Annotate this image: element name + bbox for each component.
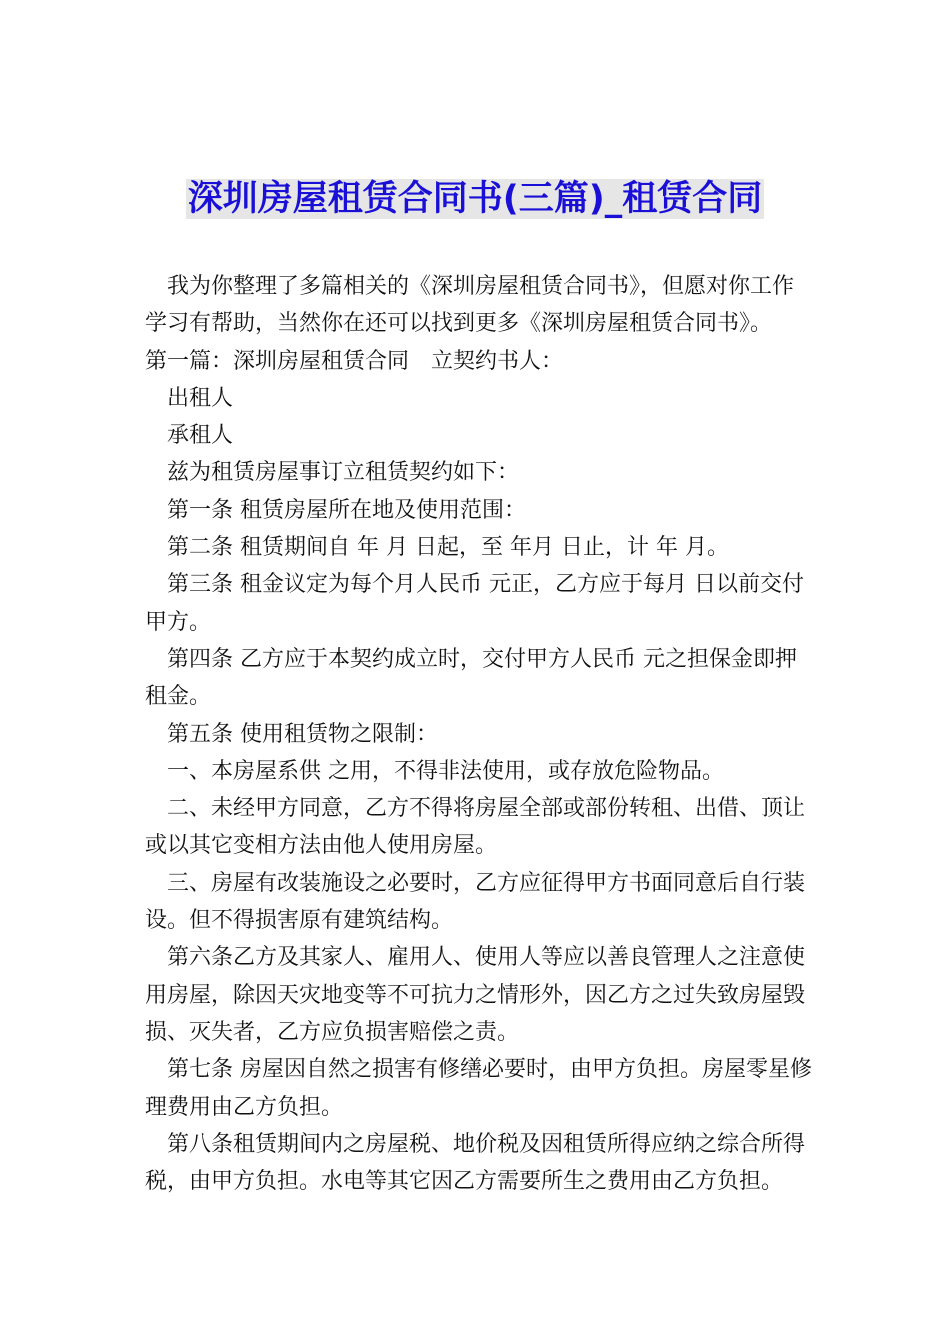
- paragraph-part-one-heading: 第一篇：深圳房屋租赁合同 立契约书人：: [145, 348, 564, 374]
- paragraph-article-8: 第八条租赁期间内之房屋税、地价税及因租赁所得应纳之综合所得税，由甲方负担。水电等其它因乙方需要所生之费用由乙方负担。: [145, 1131, 806, 1195]
- paragraph-article-5: 第五条 使用租赁物之限制：: [167, 721, 438, 747]
- paragraph-article-6: 第六条乙方及其家人、雇用人、使用人等应以善良管理人之注意使用房屋，除因天灾地变等不可抗力之情形外，因乙方之过失致房屋毁损、灭失者，乙方应负损害赔偿之责。: [145, 945, 806, 1045]
- paragraph-article-2: 第二条 租赁期间自 年 月 日起，至 年月 日止，计 年 月。: [167, 535, 729, 561]
- paragraph-lessor: 出租人: [167, 385, 234, 411]
- paragraph-article-4: 第四条 乙方应于本契约成立时，交付甲方人民币 元之担保金即押租金。: [145, 646, 797, 710]
- paragraph-article-7: 第七条 房屋因自然之损害有修缮必要时，由甲方负担。房屋零星修理费用由乙方负担。: [145, 1057, 812, 1120]
- paragraph-intro: 我为你整理了多篇相关的《深圳房屋租赁合同书》，但愿对你工作学习有帮助，当然你在还可以找到更多《深圳房屋租赁合同书》。: [145, 274, 795, 337]
- paragraph-article-5-item-3: 三、房屋有改装施设之必要时，乙方应征得甲方书面同意后自行装设。但不得损害原有建筑结构。: [145, 870, 806, 934]
- paragraph-article-5-item-2: 二、未经甲方同意，乙方不得将房屋全部或部份转租、出借、顶让或以其它变相方法由他人使用房屋。: [145, 796, 806, 859]
- document-title: [0, 176, 950, 222]
- paragraph-article-3: 第三条 租金议定为每个月人民币 元正，乙方应于每月 日以前交付甲方。: [145, 572, 804, 635]
- paragraph-article-5-item-1: 一、本房屋系供 之用，不得非法使用，或存放危险物品。: [167, 758, 724, 784]
- document-title-text: 深圳房屋租赁合同书(三篇)_租赁合同: [187, 179, 763, 219]
- document-body: [145, 268, 815, 1200]
- paragraph-preamble: 兹为租赁房屋事订立租赁契约如下：: [167, 460, 520, 486]
- paragraph-article-1: 第一条 租赁房屋所在地及使用范围：: [167, 497, 526, 523]
- paragraph-lessee: 承租人: [167, 423, 234, 449]
